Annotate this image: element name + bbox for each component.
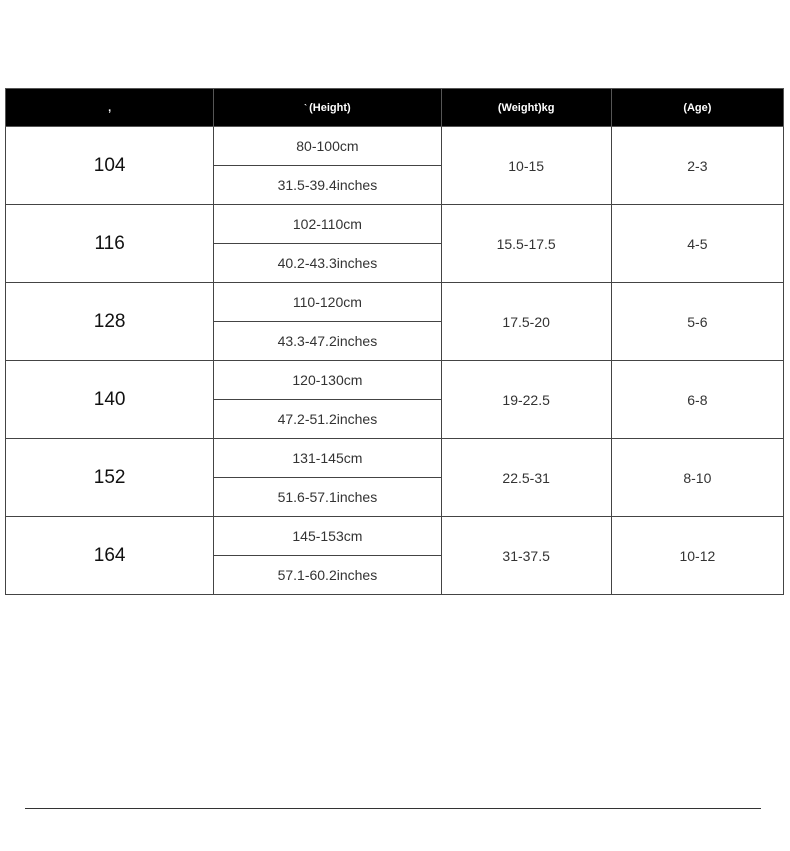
height-cm-cell: 110-120cm	[214, 283, 441, 322]
age-cell: 6-8	[611, 361, 783, 439]
height-in-cell: 31.5-39.4inches	[214, 166, 441, 205]
weight-cell: 10-15	[441, 127, 611, 205]
height-cm-cell: 131-145cm	[214, 439, 441, 478]
size-cell: 104	[6, 127, 214, 205]
age-cell: 10-12	[611, 517, 783, 595]
table-row	[6, 439, 784, 478]
faint-note	[62, 756, 702, 772]
header-height: ` (Height)	[214, 89, 441, 127]
age-cell: 4-5	[611, 205, 783, 283]
weight-cell: 19-22.5	[441, 361, 611, 439]
size-cell: 140	[6, 361, 214, 439]
table-row	[6, 361, 784, 400]
weight-cell: 22.5-31	[441, 439, 611, 517]
size-cell: 164	[6, 517, 214, 595]
weight-cell: 17.5-20	[441, 283, 611, 361]
size-cell: 152	[6, 439, 214, 517]
age-cell: 2-3	[611, 127, 783, 205]
header-row	[6, 89, 784, 127]
table-row	[6, 205, 784, 244]
age-cell: 8-10	[611, 439, 783, 517]
weight-cell: 15.5-17.5	[441, 205, 611, 283]
height-in-cell: 40.2-43.3inches	[214, 244, 441, 283]
weight-cell: 31-37.5	[441, 517, 611, 595]
height-cm-cell: 120-130cm	[214, 361, 441, 400]
age-cell: 5-6	[611, 283, 783, 361]
size-cell: 128	[6, 283, 214, 361]
footer-divider	[25, 808, 761, 809]
height-in-cell: 43.3-47.2inches	[214, 322, 441, 361]
height-in-cell: 57.1-60.2inches	[214, 556, 441, 595]
table-row	[6, 517, 784, 556]
header-age: (Age)	[611, 89, 783, 127]
size-chart-table	[5, 88, 784, 595]
table-row	[6, 127, 784, 166]
height-cm-cell: 145-153cm	[214, 517, 441, 556]
table-row	[6, 283, 784, 322]
height-in-cell: 51.6-57.1inches	[214, 478, 441, 517]
height-cm-cell: 80-100cm	[214, 127, 441, 166]
header-weight: (Weight)kg	[441, 89, 611, 127]
header-size: ,	[6, 89, 214, 127]
size-cell: 116	[6, 205, 214, 283]
height-in-cell: 47.2-51.2inches	[214, 400, 441, 439]
height-cm-cell: 102-110cm	[214, 205, 441, 244]
